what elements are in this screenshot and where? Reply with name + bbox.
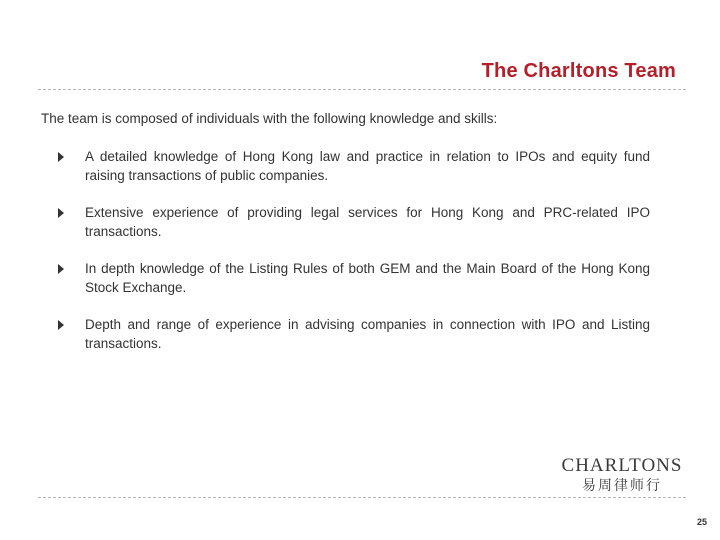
bullet-item	[58, 147, 650, 185]
triangle-right-icon	[58, 208, 64, 218]
logo-name-cn: 易周律师行	[582, 478, 662, 494]
intro-text: The team is composed of individuals with the following knowledge and skills:	[41, 111, 498, 126]
bullet-item	[58, 259, 650, 297]
bullet-text: Extensive experience of providing legal services for Hong Kong and PRC-related IPO transactions.	[85, 205, 650, 239]
charltons-logo	[560, 455, 684, 495]
triangle-right-icon	[58, 264, 64, 274]
logo-name-en: CHARLTONS	[561, 455, 683, 476]
bullet-item	[58, 315, 650, 353]
triangle-right-icon	[58, 320, 64, 330]
bullet-text: Depth and range of experience in advising companies in connection with IPO and Listing transactions.	[85, 317, 650, 351]
page-number: 25	[696, 517, 707, 527]
bullet-item	[58, 203, 650, 241]
bullet-text: In depth knowledge of the Listing Rules of both GEM and the Main Board of the Hong Kong Stock Exchange.	[85, 261, 650, 295]
slide-title: The Charltons Team	[481, 60, 676, 82]
bullet-text: A detailed knowledge of Hong Kong law and practice in relation to IPOs and equity fund raising transactions of public companies.	[85, 149, 650, 183]
triangle-right-icon	[58, 152, 64, 162]
bullet-list	[58, 147, 650, 371]
top-divider	[38, 89, 686, 90]
bottom-divider	[38, 497, 686, 498]
